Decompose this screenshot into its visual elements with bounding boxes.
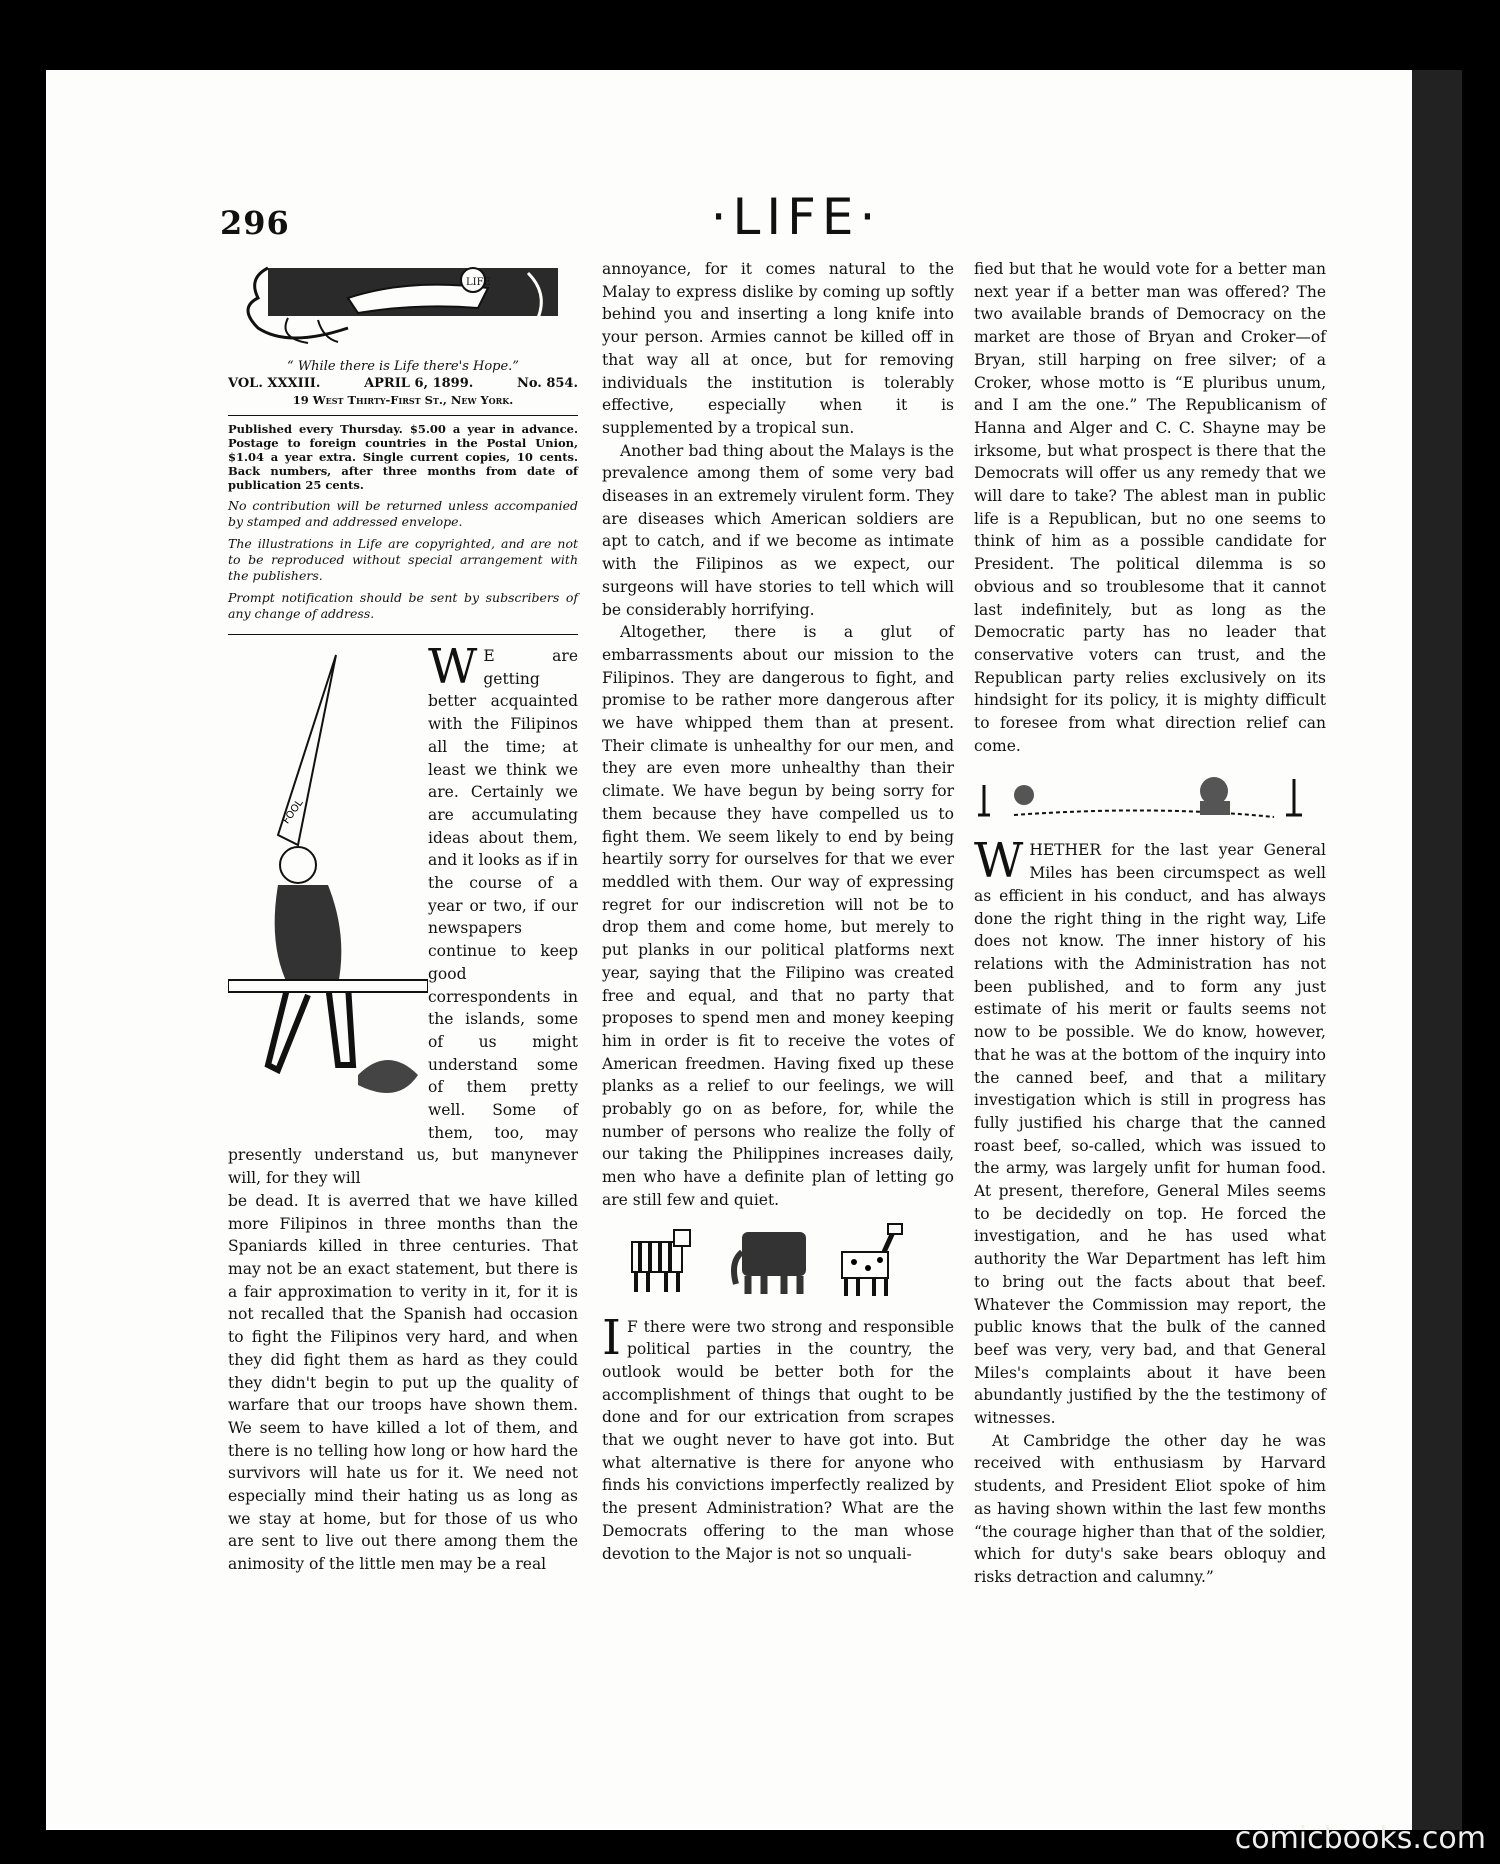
article-filipinos (228, 639, 578, 1576)
issue-number: No. 854. (516, 376, 578, 391)
page-number: 296 (220, 204, 290, 242)
motto: “ While there is Life there's Hope.” (287, 359, 519, 374)
note-illustrations: The illustrations in Life are copyrighted, and are not to be reproduced without special arrangement with the publishers. (228, 536, 578, 583)
article2-text: F there were two strong and responsible political parties in the country, the outlook would be better both for the accomplishment of things that ought to be done and for our extrication from scrapes that we ought never to have got into. But what alternative is there for anyone who finds his convictions imperfectly realized by the present Administration? What are the Democrats offering to the man whose devotion to the Major is not so unquali- (602, 1317, 954, 1563)
note-notification: Prompt notification should be sent by subscribers of any change of address. (228, 590, 578, 621)
publication-info: Published every Thursday. $5.00 a year in advance. Postage to foreign countries in the Postal Union, $1.04 a year extra. Single current copies, 10 cents. Back numbers, after three months from date of publication 25 cents. (228, 422, 578, 492)
masthead-info (228, 358, 578, 409)
dropcap: I (602, 1309, 621, 1366)
volume: VOL. XXXIII. (228, 376, 321, 391)
note-contribution: No contribution will be returned unless accompanied by stamped and addressed envelope. (228, 498, 578, 529)
giraffe-icon (842, 1224, 902, 1296)
address: 19 West Thirty-First St., New York. (292, 393, 514, 407)
issue-date: APRIL 6, 1899. (364, 376, 474, 391)
volume-line (228, 375, 578, 392)
article2-col3-cont: fied but that he would vote for a better man next year if a better man was offered? The two available brands of Democracy on the market are those of Bryan and Croker—of Bryan, still harping on free silver; of a Croker, whose motto is “E pluribus unum, and I am the one.” The Republicanism of Hanna and Alger and C. C. Shayne may be irksome, but what prospect is there that the Democrats will offer us any remedy that we will dare to take? The ablest man in public life is a Republican, but no one seems to think of him as a possible candidate for President. The political dilemma is so obvious and so troublesome that it cannot last indefinitely, but as long as the Democratic party has no leader that conservative voters can trust, and the Republican party relies exclusively on its hindsight for its policy, it is mighty difficult to foresee from what direction relief can come. (974, 260, 1326, 755)
column-2 (602, 258, 954, 1565)
dropcap: W (974, 833, 1024, 890)
divider (228, 634, 578, 635)
article-general-miles (974, 833, 1326, 1588)
svg-text:FOOL: FOOL (280, 797, 306, 827)
masthead-ornament (228, 258, 578, 350)
animals-illustration (602, 1222, 954, 1300)
article-parties (602, 1309, 954, 1566)
article1-col2-cont: annoyance, for it comes natural to the Malay to express dislike by coming up softly behind you and inserting a long knife into your person. Armies cannot be killed off in that way all at once, but for removing individuals the institution is tolerably effective, especially when it is supplemented by a tropical sun. (602, 260, 954, 437)
dogs-scene-illustration (974, 765, 1326, 829)
fool-cap-illustration (228, 645, 428, 1125)
svg-text:LIFE: LIFE (466, 277, 491, 288)
article3-para2: At Cambridge the other day he was received with enthusiasm by Harvard students, and President Eliot spoke of him as having shown within the last few months “the courage higher than that of the soldier, which for duty's sake bears obloquy and risks detraction and calumny.” (974, 1431, 1326, 1586)
article1-para3: Altogether, there is a glut of embarrassments about our mission to the Filipinos. They are dangerous to fight, and promise to be rather more dangerous after we have whipped them than at present. Their climate is unhealthy for our men, and they are even more unhealthy than their climate. We have begun by being sorry for them because they have compelled us to fight them. We seem likely to end by being heartily sorry for ourselves for that we ever meddled with them. Our way of expressing regret for our indiscretion will not be to drop them and come home, but merely to put planks in our political platforms next year, saying that the Filipino was created free and equal, and that no party that proposes to spend men and money keeping him in order is fit to receive the votes of American freedmen. Having fixed up these planks as a relief to our feelings, we will probably go on as before, for, while the number of persons who realize the folly of our taking the Philippines increases daily, men who have a definite plan of letting go are still few and quiet. (602, 623, 954, 1209)
article1-continued: be dead. It is averred that we have killed more Filipinos in three months than the Spaniards killed in three centuries. That may not be an exact statement, but there is a fair approximation to verity in it, for it is not recalled that the Spanish had occasion to fight the Filipinos very hard, and when they did fight them as hard as they could they didn't begin to put up the quality of warfare that our troops have shown them. We seem to have killed a lot of them, and there is no telling how long or how hard the survivors will hate us for it. We need not especially mind their hating us as long as we stay at home, but for those of us who are sent to live out there among them the animosity of the little men may be a real (228, 1191, 578, 1574)
article1-intro: E are getting better acquainted with the Filipinos all the time; at least we think we are. Certainly we are accumulating ideas about them, and it looks as if in the course of a year or two, if our newspapers continue to keep good correspondents in the islands, some of us might understand some of them pretty well. Some of them, too, may presently understand us, but manynever will, for they will (228, 647, 578, 1188)
article3-para1: HETHER for the last year General Miles has been circumspect as well as efficient in his conduct, and has always done the right thing in the right way, Life does not know. The inner history of his relations with the Administration has not been published, and to form any just estimate of his merit or faults seems not now to be possible. We do know, however, that he was at the bottom of the inquiry into the canned beef, and that a military investigation which is still in progress has fully justified his charge that the canned roast beef, so-called, which was issued to the army, was largely unfit for human food. At present, therefore, General Miles seems to be decidedly on top. He forced the investigation, and he has used what authority the War Department has left him to bring out the facts about that beef. Whatever the Commission may report, the public knows that the bulk of the canned beef was very, very bad, and that General Miles's complaints about it have been abundantly justified by the the testimony of witnesses. (974, 841, 1326, 1428)
article1-para2: Another bad thing about the Malays is the prevalence among them of some very bad diseases in an extremely virulent form. They are diseases which American soldiers are apt to catch, and if we become as intimate with the Filipinos as we expect, our surgeons will have stories to tell which will be considerably horrifying. (602, 441, 954, 619)
masthead-title: ·LIFE· (710, 188, 882, 246)
page-edge-shadow (1412, 70, 1462, 1830)
divider (228, 415, 578, 416)
column-3 (974, 258, 1326, 1589)
magazine-page (46, 70, 1462, 1830)
zebra-icon (632, 1230, 690, 1292)
dropcap: W (428, 639, 478, 695)
ornament-illustration (228, 258, 578, 350)
watermark: comicbooks.com (1234, 1821, 1486, 1856)
elephant-icon (734, 1232, 806, 1294)
column-1 (228, 258, 578, 1576)
